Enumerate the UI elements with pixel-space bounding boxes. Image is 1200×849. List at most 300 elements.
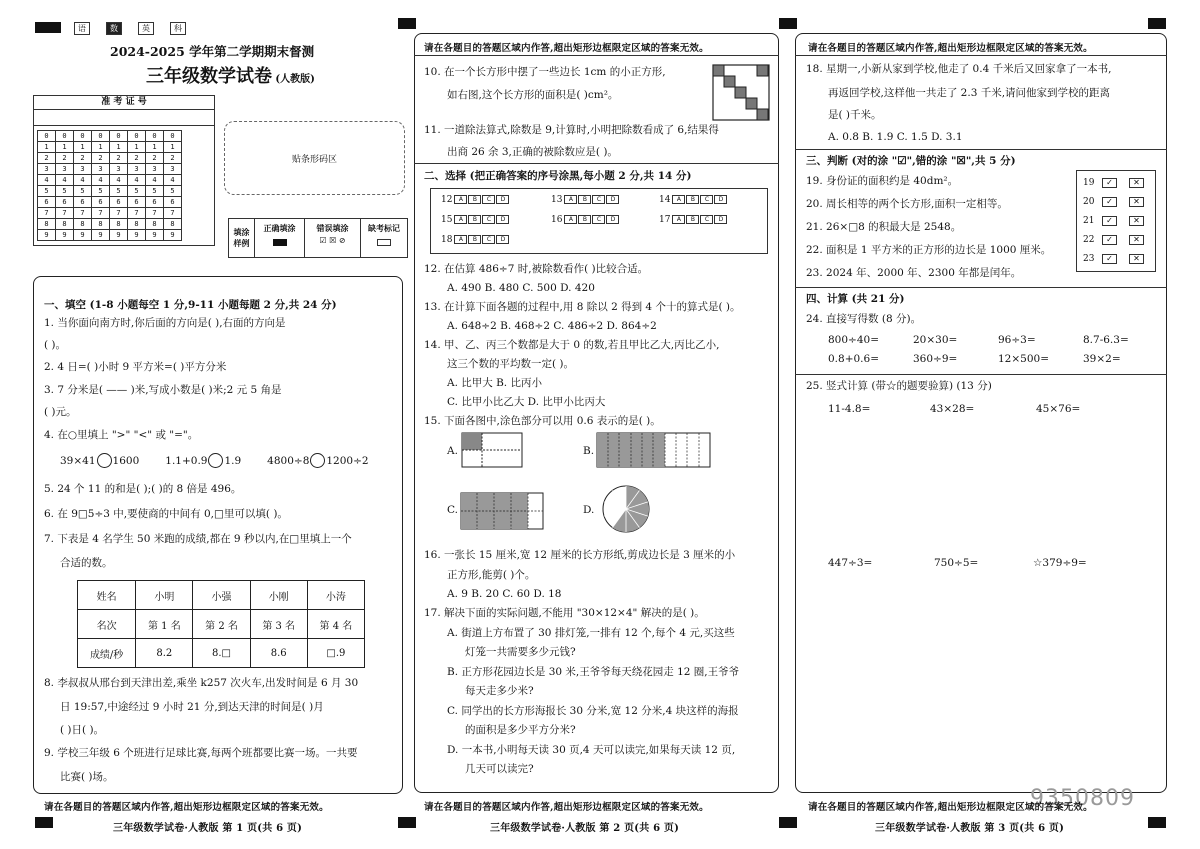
cross-bubble-icon[interactable]: ✕ <box>1129 178 1144 188</box>
choice-bubble[interactable]: C <box>592 195 605 204</box>
admission-digit-bubble[interactable]: 5 <box>164 186 182 197</box>
choice-bubble[interactable]: D <box>714 215 727 224</box>
admission-digit-bubble[interactable]: 0 <box>128 131 146 142</box>
choice-bubble[interactable]: D <box>606 215 619 224</box>
q25-title: 25. 竖式计算 (带☆的题要验算) (13 分) <box>806 380 992 392</box>
admission-digit-bubble[interactable]: 6 <box>164 197 182 208</box>
admission-digit-bubble[interactable]: 7 <box>164 208 182 219</box>
choice-number: 14 <box>659 195 671 205</box>
choice-bubble[interactable]: C <box>700 215 713 224</box>
divider <box>795 149 1167 150</box>
exam-title: 三年级数学试卷 <box>146 66 272 87</box>
fill-correct <box>255 219 305 257</box>
choice-bubble[interactable]: A <box>454 195 467 204</box>
admission-digit-bubble[interactable]: 1 <box>164 142 182 153</box>
table-cell: 成绩/秒 <box>78 639 136 668</box>
q14-line2: 这三个数的平均数一定( )。 <box>447 358 575 370</box>
direct-calc-item: 800÷40= <box>828 334 879 346</box>
timing-mark <box>35 817 53 828</box>
admission-digit-bubble[interactable]: 1 <box>110 142 128 153</box>
admission-digit-bubble[interactable]: 8 <box>74 219 92 230</box>
exam-edition: (人教版) <box>275 74 315 85</box>
q12-options: A. 490 B. 480 C. 500 D. 420 <box>447 282 595 294</box>
compare-circle[interactable] <box>97 453 112 468</box>
admission-digit-bubble[interactable]: 8 <box>128 219 146 230</box>
table-row <box>78 639 365 668</box>
choice-bubble-row <box>441 235 510 245</box>
section3-title: 三、判断 (对的涂 "☑",错的涂 "☒",共 5 分) <box>806 155 1016 167</box>
vertical-calc-3: 45×76= <box>1036 403 1081 415</box>
admission-digit-bubble[interactable]: 4 <box>38 175 56 186</box>
q16-options: A. 9 B. 20 C. 60 D. 18 <box>447 588 562 600</box>
admission-digit-row <box>38 186 182 197</box>
direct-calc-item: 96÷3= <box>998 334 1036 346</box>
direct-calc-item: 20×30= <box>913 334 958 346</box>
choice-bubble[interactable]: B <box>468 215 481 224</box>
admission-digit-row <box>38 131 182 142</box>
fig-label-c: C. <box>447 504 458 516</box>
q15-figure-b <box>596 432 711 468</box>
compare-circle[interactable] <box>208 453 223 468</box>
cross-bubble-icon[interactable]: ✕ <box>1129 235 1144 245</box>
admission-digit-bubble[interactable]: 0 <box>146 131 164 142</box>
table-cell: 第 1 名 <box>136 610 193 639</box>
compare-left: 1.1+0.9 <box>165 454 208 467</box>
admission-digit-bubble[interactable]: 4 <box>164 175 182 186</box>
admission-digit-bubble[interactable]: 8 <box>146 219 164 230</box>
admission-digit-bubble[interactable]: 0 <box>164 131 182 142</box>
admission-digit-bubble[interactable]: 1 <box>38 142 56 153</box>
admission-digit-bubble[interactable]: 2 <box>74 153 92 164</box>
admission-digit-bubble[interactable]: 8 <box>56 219 74 230</box>
choice-bubble-row <box>551 195 620 205</box>
fig-label-b: B. <box>583 445 595 457</box>
choice-bubble-row <box>551 215 620 225</box>
choice-bubble[interactable]: B <box>686 215 699 224</box>
q3-line2: ( )元。 <box>44 406 77 418</box>
exam-term: 2024-2025 学年第二学期期末督测 <box>110 44 315 59</box>
q16-line1: 16. 一张长 15 厘米,宽 12 厘米的长方形纸,剪成边长是 3 厘米的小 <box>424 549 736 561</box>
admission-digit-bubble[interactable]: 1 <box>74 142 92 153</box>
choice-bubble[interactable]: D <box>496 215 509 224</box>
admission-digit-bubble[interactable]: 9 <box>128 230 146 241</box>
judge-bubble-row <box>1083 192 1149 211</box>
fill-wrong <box>305 219 361 257</box>
q6-line: 6. 在 9□5÷3 中,要使商的中间有 0,□里可以填( )。 <box>44 508 288 520</box>
judge-bubble-row <box>1083 249 1149 268</box>
admission-digit-bubble[interactable]: 9 <box>56 230 74 241</box>
q13-options: A. 648÷2 B. 468÷2 C. 486÷2 D. 864÷2 <box>447 320 657 332</box>
q8-line3: ( )日( )。 <box>60 724 105 736</box>
table-cell: 第 4 名 <box>307 610 364 639</box>
table-header-cell: 小明 <box>136 581 193 610</box>
divider <box>414 55 779 56</box>
timing-mark <box>1148 817 1166 828</box>
judge-q20: 20. 周长相等的两个长方形,面积一定相等。 <box>806 198 1008 210</box>
q12-line: 12. 在估算 486÷7 时,被除数看作( )比较合适。 <box>424 263 649 275</box>
admission-digit-bubble[interactable]: 9 <box>146 230 164 241</box>
judge-number: 22 <box>1083 234 1095 245</box>
table-cell: 第 2 名 <box>193 610 250 639</box>
admission-digit-bubble[interactable]: 1 <box>128 142 146 153</box>
judge-bubble-row <box>1083 230 1149 249</box>
choice-number: 12 <box>441 195 453 205</box>
admission-digit-row <box>38 219 182 230</box>
admission-digit-row <box>38 175 182 186</box>
admission-digit-bubble[interactable]: 7 <box>128 208 146 219</box>
table-cell-blank[interactable]: 8.□ <box>193 639 250 668</box>
q8-line1: 8. 李叔叔从邢台到天津出差,乘坐 k257 次火车,出发时间是 6 月 30 <box>44 677 359 689</box>
admission-digit-bubble[interactable]: 3 <box>92 164 110 175</box>
choice-bubble-row <box>441 215 510 225</box>
admission-digit-bubble[interactable]: 3 <box>146 164 164 175</box>
cross-bubble-icon[interactable]: ✕ <box>1129 216 1144 226</box>
fill-correct-label: 正确填涂 <box>263 223 296 233</box>
table-cell: 8.2 <box>136 639 193 668</box>
table-cell-blank[interactable]: □.9 <box>307 639 364 668</box>
admission-digit-bubble[interactable]: 4 <box>56 175 74 186</box>
admission-digit-bubble[interactable]: 9 <box>74 230 92 241</box>
admission-digit-bubble[interactable]: 2 <box>38 153 56 164</box>
missing-bubble-icon[interactable] <box>377 239 391 246</box>
direct-calc-row <box>828 353 1158 372</box>
judge-number: 20 <box>1083 196 1095 207</box>
filled-bubble-icon <box>273 239 287 246</box>
q17-line: 17. 解决下面的实际问题,不能用 "30×12×4" 解决的是( )。 <box>424 607 705 619</box>
q7-line1: 7. 下表是 4 名学生 50 米跑的成绩,都在 9 秒以内,在□里填上一个 <box>44 533 352 545</box>
admission-digit-bubble[interactable]: 1 <box>146 142 164 153</box>
admission-digit-bubble[interactable]: 5 <box>128 186 146 197</box>
barcode-label: 贴条形码区 <box>291 154 337 165</box>
q4-line: 4. 在○里填上 ">" "<" 或 "="。 <box>44 429 199 441</box>
admission-digit-bubble[interactable]: 8 <box>110 219 128 230</box>
judge-number: 23 <box>1083 253 1095 264</box>
choice-bubble[interactable]: A <box>564 215 577 224</box>
check-bubble-icon[interactable]: ✓ <box>1102 178 1117 188</box>
check-bubble-icon[interactable]: ✓ <box>1102 197 1117 207</box>
choice-number: 18 <box>441 235 453 245</box>
choice-bubble[interactable]: D <box>496 195 509 204</box>
judge-q23: 23. 2024 年、2000 年、2300 年都是闰年。 <box>806 267 1022 279</box>
subject-tags <box>74 22 186 35</box>
choice-number: 15 <box>441 215 453 225</box>
admission-digit-bubble[interactable]: 4 <box>128 175 146 186</box>
admission-digit-bubble[interactable]: 4 <box>110 175 128 186</box>
admission-digit-bubble[interactable]: 1 <box>92 142 110 153</box>
q18-options: A. 0.8 B. 1.9 C. 1.5 D. 3.1 <box>828 131 963 143</box>
admission-digit-bubble[interactable]: 2 <box>146 153 164 164</box>
direct-calc-item: 39×2= <box>1083 353 1121 365</box>
cross-bubble-icon[interactable]: ✕ <box>1129 197 1144 207</box>
choice-bubble[interactable]: A <box>672 215 685 224</box>
q15-figure-a <box>461 432 523 468</box>
admission-digit-bubble[interactable]: 0 <box>56 131 74 142</box>
judge-q22: 22. 面积是 1 平方米的正方形的边长是 1000 厘米。 <box>806 244 1052 256</box>
subject-tag: 英 <box>138 22 154 35</box>
q15-line: 15. 下面各图中,涂色部分可以用 0.6 表示的是( )。 <box>424 415 661 427</box>
admission-digit-bubble[interactable]: 6 <box>146 197 164 208</box>
q14-options-cd: C. 比甲小比乙大 D. 比甲小比丙大 <box>447 396 606 408</box>
fill-missing <box>361 219 407 257</box>
fill-missing-label: 缺考标记 <box>368 223 400 233</box>
q17-c-line1: C. 同学出的长方形海报长 30 分米,宽 12 分米,4 块这样的海报 <box>447 705 739 717</box>
timing-mark <box>35 22 61 33</box>
compare-right: 1.9 <box>224 454 242 467</box>
judge-number: 19 <box>1083 177 1095 188</box>
admission-digit-bubble[interactable]: 2 <box>110 153 128 164</box>
compare-right: 1600 <box>112 454 140 467</box>
judge-q21: 21. 26×□8 的积最大是 2548。 <box>806 221 962 233</box>
choice-bubble[interactable]: C <box>592 215 605 224</box>
admission-digit-bubble[interactable]: 3 <box>38 164 56 175</box>
admission-bubble-table <box>37 130 182 241</box>
q4-compare-row <box>60 453 369 468</box>
choice-bubble[interactable]: A <box>454 235 467 244</box>
fig-label-d: D. <box>583 504 595 516</box>
admission-digit-bubble[interactable]: 7 <box>146 208 164 219</box>
timing-mark <box>398 18 416 29</box>
admission-digit-bubble[interactable]: 5 <box>74 186 92 197</box>
admission-digit-bubble[interactable]: 5 <box>110 186 128 197</box>
q8-line2: 日 19:57,中途经过 9 小时 21 分,到达天津的时间是( )月 <box>60 701 324 713</box>
admission-digit-row <box>38 153 182 164</box>
q17-d-line2: 几天可以读完? <box>465 763 534 775</box>
q18-line1: 18. 星期一,小新从家到学校,他走了 0.4 千米后又回家拿了一本书, <box>806 63 1112 75</box>
choice-bubble[interactable]: B <box>686 195 699 204</box>
q17-b-line2: 每天走多少米? <box>465 685 534 697</box>
choice-bubble[interactable]: B <box>468 195 481 204</box>
q18-line2: 再返回学校,这样他一共走了 2.3 千米,请问他家到学校的距离 <box>828 87 1111 99</box>
compare-circle[interactable] <box>310 453 325 468</box>
judge-q19: 19. 身份证的面积约是 40dm²。 <box>806 175 959 187</box>
admission-digit-bubble[interactable]: 4 <box>74 175 92 186</box>
admission-digit-bubble[interactable]: 1 <box>56 142 74 153</box>
choice-number: 13 <box>551 195 563 205</box>
q10-line1: 10. 在一个长方形中摆了一些边长 1cm 的小正方形, <box>424 66 666 78</box>
judge-bubble-sheet <box>1076 170 1156 272</box>
q17-d-line1: D. 一本书,小明每天读 30 页,4 天可以读完,如果每天读 12 页, <box>447 744 736 756</box>
q1-line1: 1. 当你面向南方时,你后面的方向是( ),右面的方向是 <box>44 317 286 329</box>
admission-digit-bubble[interactable]: 7 <box>110 208 128 219</box>
admission-digit-bubble[interactable]: 0 <box>110 131 128 142</box>
admission-digit-bubble[interactable]: 4 <box>92 175 110 186</box>
admission-digit-bubble[interactable]: 9 <box>164 230 182 241</box>
admission-digit-bubble[interactable]: 6 <box>38 197 56 208</box>
table-cell: 名次 <box>78 610 136 639</box>
choice-bubble-row <box>659 215 728 225</box>
check-bubble-icon[interactable]: ✓ <box>1102 216 1117 226</box>
q17-a-line1: A. 街道上方布置了 30 排灯笼,一排有 12 个,每个 4 元,买这些 <box>447 627 735 639</box>
admission-digit-bubble[interactable]: 7 <box>56 208 74 219</box>
admission-digit-bubble[interactable]: 3 <box>110 164 128 175</box>
judge-bubble-row <box>1083 211 1149 230</box>
vertical-calc-1: 11-4.8= <box>828 403 871 415</box>
divider <box>795 374 1167 375</box>
page2-label: 三年级数学试卷·人教版 第 2 页(共 6 页) <box>490 823 680 834</box>
q14-line1: 14. 甲、乙、丙三个数都是大于 0 的数,若且甲比乙大,丙比乙小, <box>424 339 720 351</box>
admission-digit-row <box>38 164 182 175</box>
watermark: 9350809 <box>1030 786 1135 811</box>
page2-top-note: 请在各题目的答题区域内作答,超出矩形边框限定区域的答案无效。 <box>424 43 709 54</box>
choice-bubble[interactable]: A <box>564 195 577 204</box>
timing-mark <box>779 817 797 828</box>
admission-digit-bubble[interactable]: 6 <box>92 197 110 208</box>
vertical-calc-5: 750÷5= <box>934 557 979 569</box>
fill-example-label: 填涂样例 <box>229 219 255 257</box>
page3-label: 三年级数学试卷·人教版 第 3 页(共 6 页) <box>875 823 1065 834</box>
vertical-calc-6: ☆379÷9= <box>1033 557 1087 569</box>
judge-number: 21 <box>1083 215 1095 226</box>
section2-title: 二、选择 (把正确答案的序号涂黑,每小题 2 分,共 14 分) <box>424 170 692 182</box>
admission-digit-bubble[interactable]: 3 <box>128 164 146 175</box>
compare-left: 4800÷8 <box>267 454 310 467</box>
choice-bubble[interactable]: B <box>578 195 591 204</box>
q11-line2: 出商 26 余 3,正确的被除数应是( )。 <box>447 146 618 158</box>
admission-digit-bubble[interactable]: 5 <box>38 186 56 197</box>
choice-bubble[interactable]: D <box>606 195 619 204</box>
direct-calc-row <box>828 334 1158 353</box>
check-bubble-icon[interactable]: ✓ <box>1102 235 1117 245</box>
section1-title: 一、填空 (1-8 小题每空 1 分,9-11 小题每题 2 分,共 24 分) <box>44 299 337 311</box>
barcode-area <box>224 121 405 195</box>
q14-options-ab: A. 比甲大 B. 比丙小 <box>447 377 542 389</box>
fill-example-box <box>228 218 408 258</box>
q11-line1: 11. 一道除法算式,除数是 9,计算时,小明把除数看成了 6,结果得 <box>424 124 719 136</box>
admission-digit-bubble[interactable]: 6 <box>128 197 146 208</box>
direct-calc-item: 0.8+0.6= <box>828 353 879 365</box>
admission-digit-bubble[interactable]: 2 <box>92 153 110 164</box>
choice-bubble[interactable]: C <box>700 195 713 204</box>
admission-digit-bubble[interactable]: 8 <box>92 219 110 230</box>
q24-title: 24. 直接写得数 (8 分)。 <box>806 313 922 325</box>
admission-digit-bubble[interactable]: 9 <box>92 230 110 241</box>
page3-top-note: 请在各题目的答题区域内作答,超出矩形边框限定区域的答案无效。 <box>808 43 1093 54</box>
check-bubble-icon[interactable]: ✓ <box>1102 254 1117 264</box>
admission-digit-bubble[interactable]: 6 <box>56 197 74 208</box>
table-cell: 第 3 名 <box>250 610 307 639</box>
performance-table <box>77 580 365 668</box>
subject-tag-selected: 数 <box>106 22 122 35</box>
direct-calc-item: 360÷9= <box>913 353 958 365</box>
q17-c-line2: 的面积是多少平方分米? <box>465 724 576 736</box>
admission-digit-bubble[interactable]: 7 <box>74 208 92 219</box>
divider <box>795 287 1167 288</box>
section4-title: 四、计算 (共 21 分) <box>806 293 905 305</box>
choice-bubble[interactable]: C <box>482 195 495 204</box>
q2-line: 2. 4 日=( )小时 9 平方米=( )平方分米 <box>44 361 227 373</box>
table-header-cell: 小强 <box>193 581 250 610</box>
subject-tag: 语 <box>74 22 90 35</box>
fill-wrong-label: 错误填涂 <box>316 223 349 233</box>
choice-bubble[interactable]: C <box>482 235 495 244</box>
admission-digit-bubble[interactable]: 4 <box>146 175 164 186</box>
admission-digit-bubble[interactable]: 3 <box>56 164 74 175</box>
table-row <box>78 610 365 639</box>
table-header-cell: 小涛 <box>307 581 364 610</box>
page3-footer-note: 请在各题目的答题区域内作答,超出矩形边框限定区域的答案无效。 <box>808 802 1093 813</box>
direct-calc-item: 8.7-6.3= <box>1083 334 1129 346</box>
admission-digit-bubble[interactable]: 9 <box>38 230 56 241</box>
subject-tag: 科 <box>170 22 186 35</box>
vertical-calc-2: 43×28= <box>930 403 975 415</box>
admission-write-row[interactable] <box>34 110 214 126</box>
q16-line2: 正方形,能剪( )个。 <box>447 569 536 581</box>
compare-right: 1200÷2 <box>326 454 369 467</box>
admission-digit-bubble[interactable]: 3 <box>74 164 92 175</box>
admission-digit-bubble[interactable]: 8 <box>164 219 182 230</box>
q17-b-line1: B. 正方形花园边长是 30 米,王爷爷每天绕花园走 12 圈,王爷爷 <box>447 666 740 678</box>
admission-digit-bubble[interactable]: 0 <box>74 131 92 142</box>
choice-bubble[interactable]: A <box>454 215 467 224</box>
admission-label: 准 考 证 号 <box>34 96 214 110</box>
admission-digit-bubble[interactable]: 2 <box>56 153 74 164</box>
q1-line2: ( )。 <box>44 339 67 351</box>
admission-digit-bubble[interactable]: 9 <box>110 230 128 241</box>
q15-figure-c <box>460 492 544 530</box>
table-header-cell: 姓名 <box>78 581 136 610</box>
admission-digit-bubble[interactable]: 6 <box>74 197 92 208</box>
fig-label-a: A. <box>447 445 458 457</box>
direct-calc-item: 12×500= <box>998 353 1049 365</box>
page2-footer-note: 请在各题目的答题区域内作答,超出矩形边框限定区域的答案无效。 <box>424 802 709 813</box>
admission-digit-bubble[interactable]: 5 <box>146 186 164 197</box>
vertical-calc-4: 447÷3= <box>828 557 873 569</box>
cross-bubble-icon[interactable]: ✕ <box>1129 254 1144 264</box>
timing-mark <box>1148 18 1166 29</box>
q15-figure-d-pie <box>601 484 651 534</box>
admission-digit-bubble[interactable]: 0 <box>92 131 110 142</box>
admission-digit-bubble[interactable]: 7 <box>38 208 56 219</box>
admission-digit-bubble[interactable]: 7 <box>92 208 110 219</box>
page1-label: 三年级数学试卷·人教版 第 1 页(共 6 页) <box>113 823 303 834</box>
admission-digit-row <box>38 142 182 153</box>
admission-digit-bubble[interactable]: 3 <box>164 164 182 175</box>
choice-bubble[interactable]: C <box>482 215 495 224</box>
q3-line1: 3. 7 分米是( —— )米,写成小数是( )米;2 元 5 角是 <box>44 384 282 396</box>
admission-digit-bubble[interactable]: 2 <box>164 153 182 164</box>
choice-bubble[interactable]: B <box>468 235 481 244</box>
q10-line2: 如右图,这个长方形的面积是( )cm²。 <box>447 89 619 101</box>
judge-bubble-row <box>1083 173 1149 192</box>
choice-bubble-row <box>441 195 510 205</box>
q18-line3: 是( )千米。 <box>828 109 882 121</box>
admission-number-grid <box>33 95 215 246</box>
admission-digit-bubble[interactable]: 8 <box>38 219 56 230</box>
admission-digit-bubble[interactable]: 5 <box>56 186 74 197</box>
q7-line2: 合适的数。 <box>60 557 113 569</box>
choice-bubble[interactable]: D <box>496 235 509 244</box>
admission-digit-row <box>38 230 182 241</box>
q9-line1: 9. 学校三年级 6 个班进行足球比赛,每两个班都要比赛一场。一共要 <box>44 747 358 759</box>
wrong-fill-icons: ☑ ☒ ⊘ <box>319 236 346 245</box>
choice-bubble[interactable]: A <box>672 195 685 204</box>
admission-digit-bubble[interactable]: 6 <box>110 197 128 208</box>
q10-rectangle-figure <box>712 64 770 121</box>
admission-digit-bubble[interactable]: 0 <box>38 131 56 142</box>
admission-digit-bubble[interactable]: 2 <box>128 153 146 164</box>
choice-number: 16 <box>551 215 563 225</box>
choice-bubble-sheet <box>430 188 768 254</box>
admission-digit-row <box>38 208 182 219</box>
choice-bubble-row <box>659 195 728 205</box>
choice-bubble[interactable]: B <box>578 215 591 224</box>
divider <box>795 55 1167 56</box>
admission-digit-bubble[interactable]: 5 <box>92 186 110 197</box>
table-cell: 8.6 <box>250 639 307 668</box>
q13-line: 13. 在计算下面各题的过程中,用 8 除以 2 得到 4 个十的算式是( )。 <box>424 301 741 313</box>
table-header-row <box>78 581 365 610</box>
choice-bubble[interactable]: D <box>714 195 727 204</box>
